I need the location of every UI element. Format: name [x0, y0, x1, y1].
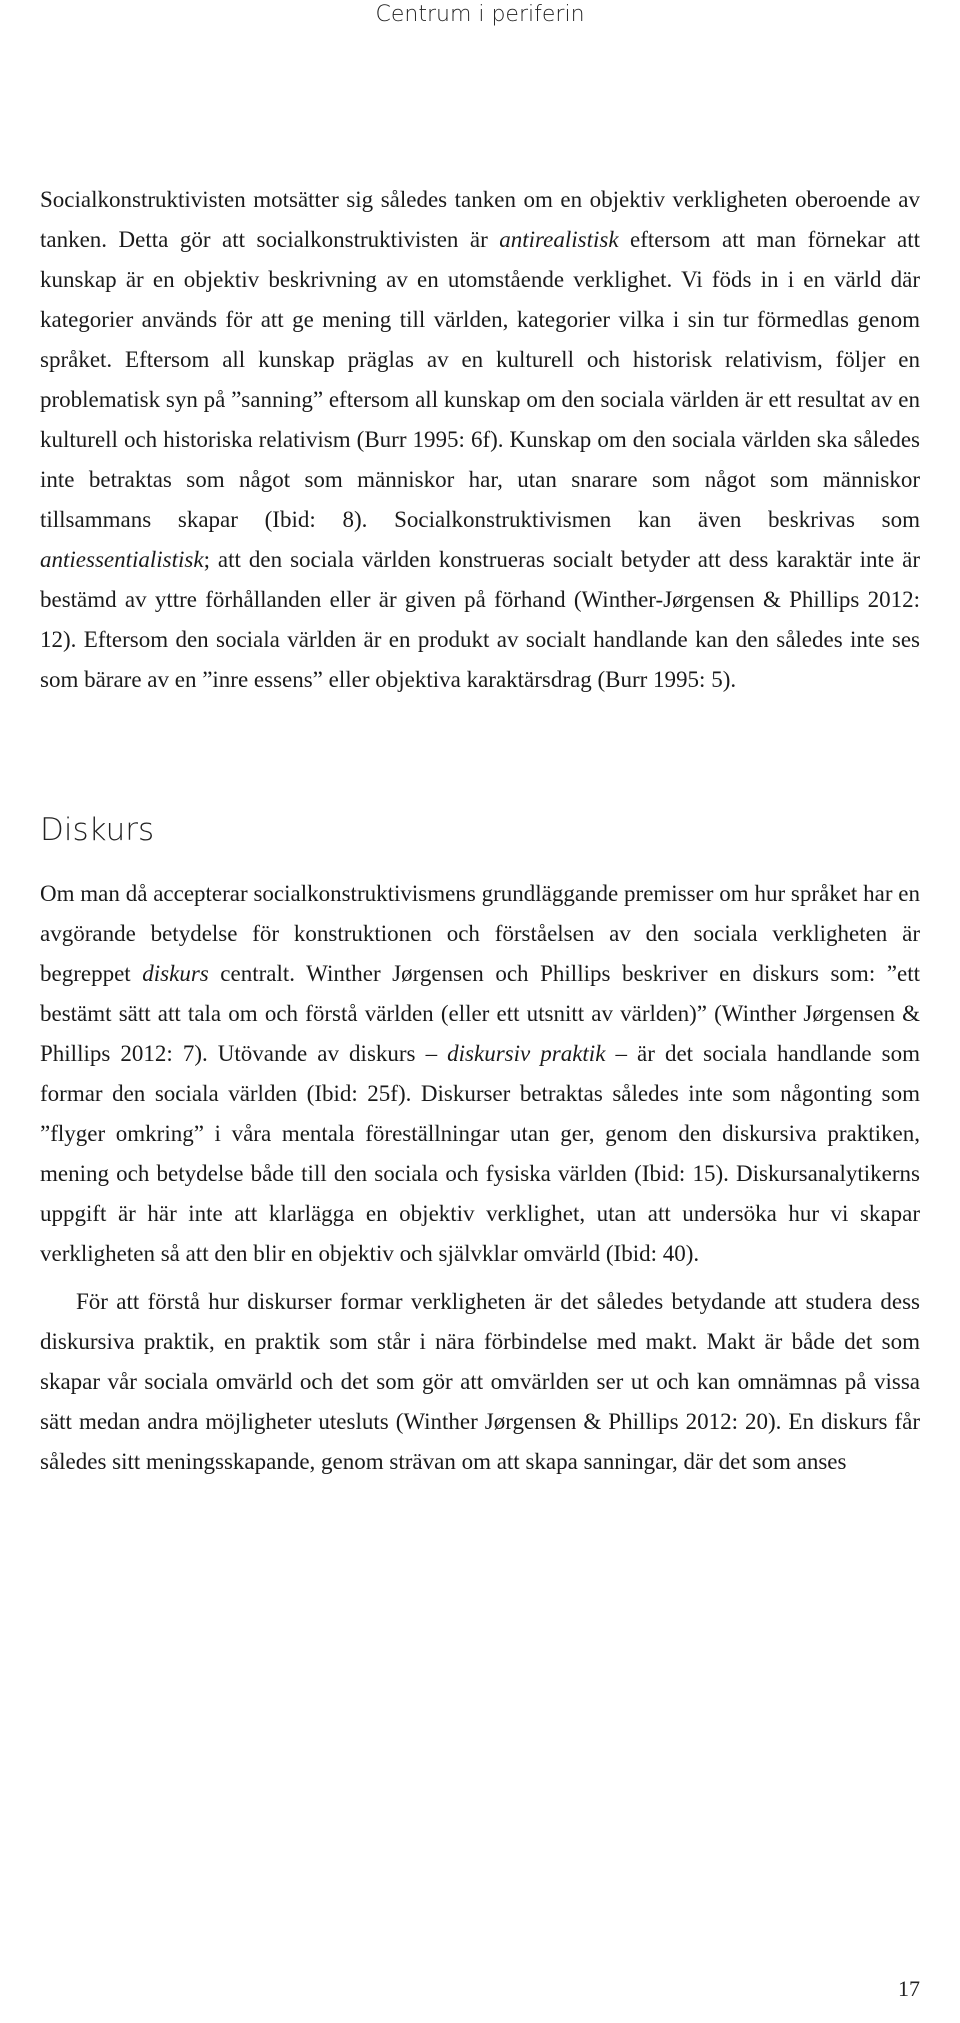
paragraph-text: Socialkonstruktivisten motsätter sig således tanken om en objektiv verkligheten oberoende av tanken. Detta gör att socialkonstruktivisten är	[40, 187, 920, 252]
italic-term: diskursiv praktik	[447, 1041, 606, 1066]
running-header: Centrum i periferin	[375, 2, 585, 27]
section-heading: Diskurs	[40, 812, 155, 848]
paragraph-social-constructivism	[40, 180, 920, 700]
italic-term: antiessentialistisk	[40, 547, 204, 572]
paragraph-text: – är det sociala handlande som formar den sociala världen (Ibid: 25f). Diskurser betraktas således inte som någonting som ”flyger omkring” i våra mentala föreställningar utan ger, genom den diskursiva praktiken, mening och betydelse både till den sociala och fysiska världen (Ibid: 15). Diskursanalytikerns uppgift är här inte att klarlägga en objektiv verklighet, utan att undersöka hur vi skapar verkligheten så att den blir en objektiv och självklar omvärld (Ibid: 40).	[40, 1041, 920, 1266]
paragraph-text: ; att den sociala världen konstrueras socialt betyder att dess karaktär inte är bestämd av yttre förhållanden eller är given på förhand (Winther-Jørgensen & Phillips 2012: 12). Eftersom den sociala världen är en produkt av socialt handlande kan den således inte ses som bärare av en ”inre essens” eller objektiva karaktärsdrag (Burr 1995: 5).	[40, 547, 920, 692]
paragraph-discourse	[40, 874, 920, 1274]
paragraph-power: För att förstå hur diskurser formar verkligheten är det således betydande att studera dess diskursiva praktik, en praktik som står i nära förbindelse med makt. Makt är både det som skapar vår sociala omvärld och det som gör att omvärlden ser ut och kan omnämnas på vissa sätt medan andra möjligheter utesluts (Winther Jørgensen & Phillips 2012: 20). En diskurs får således sitt meningsskapande, genom strävan om att skapa sanningar, där det som anses	[40, 1289, 920, 1474]
paragraph-text: eftersom att man förnekar att kunskap är en objektiv beskrivning av en utomstående verklighet. Vi föds in i en värld där kategorier används för att ge mening till världen, kategorier vilka i sin tur förmedlas genom språket. Eftersom all kunskap präglas av en kulturell och historisk relativism, följer en problematisk syn på ”sanning” eftersom all kunskap om den sociala världen är ett resultat av en kulturell och historiska relativism (Burr 1995: 6f). Kunskap om den sociala världen ska således inte betraktas som något som människor har, utan snarare som något som människor tillsammans skapar (Ibid: 8). Socialkonstruktivismen kan även beskrivas som	[40, 227, 921, 532]
italic-term: antirealistisk	[499, 227, 619, 252]
italic-term: diskurs	[142, 961, 209, 986]
paragraph-text: Om man då accepterar socialkonstruktivismens grundläggande premisser om hur språket har en avgörande betydelse för konstruktionen och förståelsen av den sociala verkligheten är begreppet	[40, 881, 920, 986]
paragraph-text: centralt. Winther Jørgensen och Phillips beskriver en diskurs som: ”ett bestämt sätt att tala om och förstå världen (eller ett utsnitt av världen)” (Winther Jørgensen & Phillips 2012: 7). Utövande av diskurs –	[40, 961, 920, 1066]
page-number: 17	[898, 1976, 920, 2001]
page-body	[40, 180, 920, 1482]
